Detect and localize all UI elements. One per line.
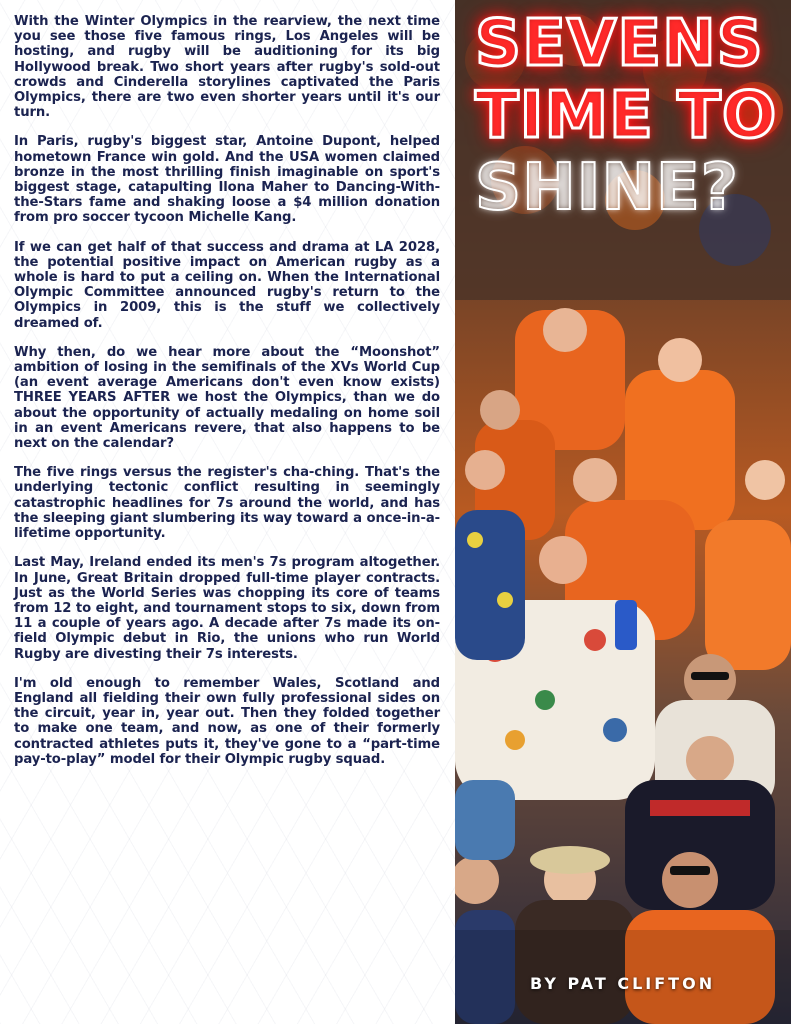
article-paragraph-6: Last May, Ireland ended its men's 7s program altogether. In June, Great Britain dropped full-time player contracts. Just as the World Series was chopping its core of teams from 12 to eight, and tournament stops to six, down from 11 a couple of years ago. A decade after 7s made its on-field Olympic debut in Rio, the unions who run World Rugby are divesting their 7s interests. — [14, 555, 440, 662]
article-paragraph-4: Why then, do we hear more about the “Moonshot” ambition of losing in the semifinals of the XVs World Cup (an event average Americans don't even know exists) THREE YEARS AFTER we host the Olympics, than we do about the opportunity of actually medaling on home soil in an event Americans revere, that also happens to be next on the calendar? — [14, 344, 440, 452]
article-body — [14, 14, 440, 781]
author-byline: BY PAT CLIFTON — [530, 974, 716, 993]
headline-line-3: SHINE? — [475, 151, 739, 225]
neon-headline — [475, 8, 791, 224]
headline-line-2: TIME TO — [475, 79, 778, 153]
article-paragraph-5: The five rings versus the register's cha-ching. That's the underlying tectonic conflict resulting in seemingly catastrophic headlines for 7s around the world, and has the sleeping giant slumbering its way toward a once-in-a-lifetime opportunity. — [14, 465, 440, 542]
crowd-photo — [455, 0, 791, 1024]
article-paragraph-1: With the Winter Olympics in the rearview, the next time you see those five famous rings, Los Angeles will be hosting, and rugby will be auditioning for its big Hollywood break. Two short years after rugby's sold-out crowds and Cinderella storylines captivated the Paris Olympics, there are two even shorter years until it's our turn. — [14, 14, 440, 121]
headline-line-1: SEVENS — [475, 7, 764, 81]
article-paragraph-2: In Paris, rugby's biggest star, Antoine Dupont, helped hometown France win gold. And the USA women claimed bronze in the most thrilling finish imaginable on sport's biggest stage, catapulting Ilona Maher to Dancing-With-the-Stars fame and shaking loose a $4 million donation from pro soccer tycoon Michelle Kang. — [14, 134, 440, 226]
article-paragraph-3: If we can get half of that success and drama at LA 2028, the potential positive impact on American rugby as a whole is hard to put a ceiling on. When the International Olympic Committee announced rugby's return to the Olympics in 2009, this is the stuff we collectively dreamed of. — [14, 239, 440, 331]
article-paragraph-7: I'm old enough to remember Wales, Scotland and England all fielding their own fully professional sides on the circuit, year in, year out. Then they folded together to make one team, and now, as one of their formerly contracted athletes puts it, they've gone to a “part-time pay-to-play” model for their Olympic rugby squad. — [14, 675, 440, 767]
